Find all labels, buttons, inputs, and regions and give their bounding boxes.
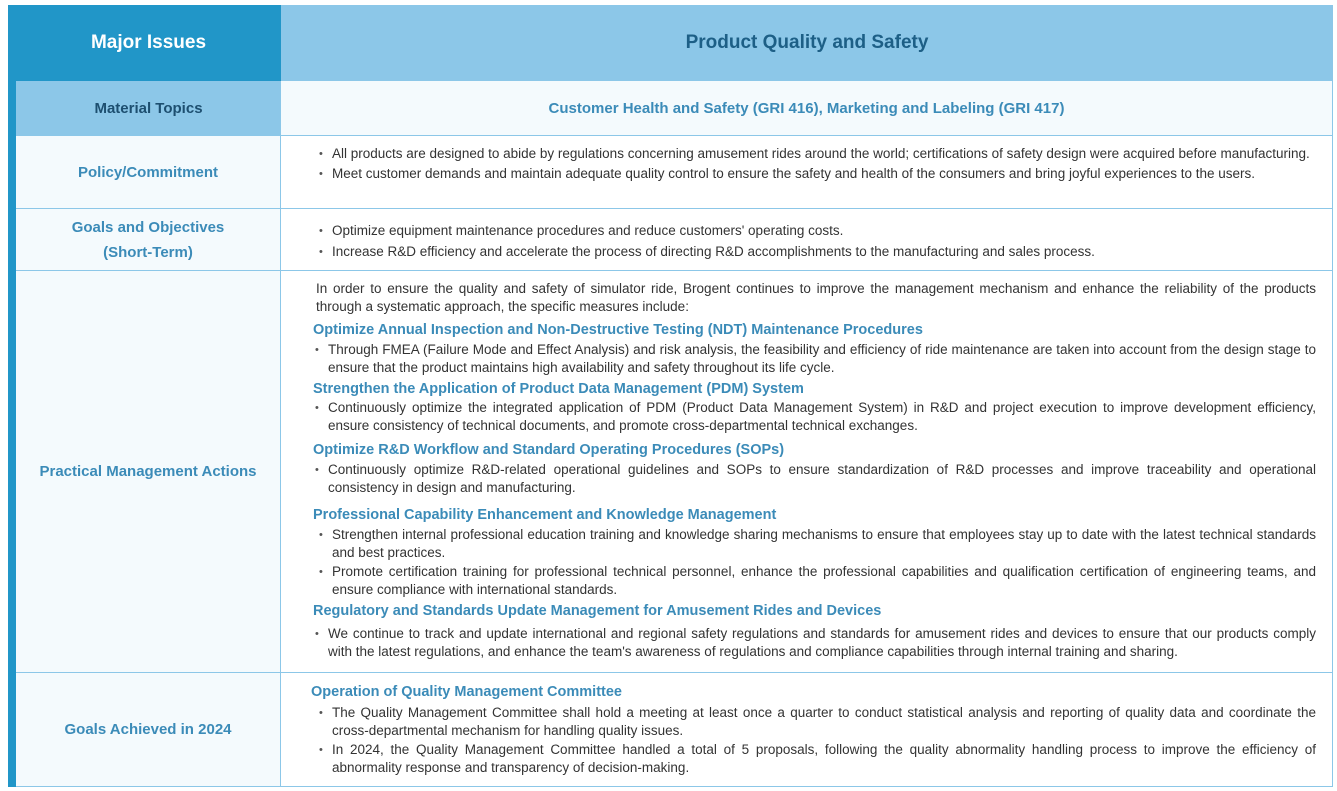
list-item: • The Quality Management Committee shall hold a meeting at least once a quarter to conduct statistical analysis and reporting of quality data and coordinate the cross-departmental mechanism for handling quality issues. — [317, 704, 1316, 740]
material-topics-value: Customer Health and Safety (GRI 416), Marketing and Labeling (GRI 417) — [281, 81, 1333, 135]
achieved-label: Goals Achieved in 2024 — [16, 673, 281, 786]
list-item: • Meet customer demands and maintain adequate quality control to ensure the safety and health of the consumers and bring joyful experiences to the users. — [317, 165, 1316, 183]
achieved-content — [281, 673, 1333, 786]
list-item: • Continuously optimize the integrated application of PDM (Product Data Management System) in R&D and project execution to improve development efficiency, ensure consistency of technical documents, and promote cross-departmental technical exchanges. — [313, 399, 1316, 435]
goals-row — [16, 209, 1333, 271]
list-item: • Through FMEA (Failure Mode and Effect Analysis) and risk analysis, the feasibility and efficiency of ride maintenance are taken into account from the design stage to ensure that the product maintains high availability and safety throughout its life cycle. — [313, 341, 1316, 377]
goals-label-line1: Goals and Objectives — [71, 218, 225, 236]
product-quality-header: Product Quality and Safety — [281, 5, 1333, 81]
material-topics-label: Material Topics — [16, 81, 281, 135]
section-list-knowledge — [317, 526, 1316, 599]
policy-label: Policy/Commitment — [16, 136, 281, 208]
section-title-ndt: Optimize Annual Inspection and Non-Destructive Testing (NDT) Maintenance Procedures — [313, 322, 923, 338]
actions-label: Practical Management Actions — [16, 271, 281, 672]
policy-list — [317, 145, 1316, 183]
list-item: • All products are designed to abide by regulations concerning amusement rides around the world; certifications of safety design were acquired before manufacturing. — [317, 145, 1316, 163]
policy-row — [16, 136, 1333, 209]
list-item: • We continue to track and update international and regional safety regulations and standards for amusement rides and devices to ensure that our products comply with the latest regulations, and enhance the team's awareness of regulations and compliance capabilities through internal training and sharing. — [313, 625, 1316, 661]
goals-label — [16, 209, 281, 270]
actions-content — [281, 271, 1333, 672]
list-item: • Promote certification training for professional technical personnel, enhance the professional capabilities and qualification certification of engineering teams, and ensure compliance with international standards. — [317, 563, 1316, 599]
list-item: • In 2024, the Quality Management Committee handled a total of 5 proposals, following the quality abnormality handling process to improve the efficiency of abnormality response and transparency of decision-making. — [317, 741, 1316, 777]
section-title-pdm: Strengthen the Application of Product Data Management (PDM) System — [313, 381, 804, 397]
header-row — [16, 5, 1333, 81]
policy-content — [281, 136, 1333, 208]
achieved-list — [317, 704, 1316, 777]
actions-intro: In order to ensure the quality and safety of simulator ride, Brogent continues to improve the management mechanism and enhance the reliability of the products through a systematic approach, the specific measures include: — [316, 281, 1316, 314]
section-title-sop: Optimize R&D Workflow and Standard Operating Procedures (SOPs) — [313, 442, 785, 458]
achieved-row — [16, 673, 1333, 787]
section-list-pdm — [313, 399, 1316, 435]
section-list-ndt — [313, 341, 1316, 377]
left-accent-bar — [8, 5, 16, 787]
list-item: • Strengthen internal professional education training and knowledge sharing mechanisms to ensure that employees stay up to date with the latest technical standards and best practices. — [317, 526, 1316, 562]
section-list-regulatory — [313, 625, 1316, 661]
issues-table — [8, 5, 1333, 787]
list-item: • Continuously optimize R&D-related operational guidelines and SOPs to ensure standardization of R&D processes and improve traceability and operational consistency in design and manufacturing. — [313, 461, 1316, 497]
major-issues-header: Major Issues — [16, 5, 281, 81]
goals-content — [281, 209, 1333, 270]
table-grid — [16, 5, 1333, 787]
goals-list — [317, 222, 1316, 261]
section-list-sop — [313, 461, 1316, 497]
section-title-knowledge: Professional Capability Enhancement and Knowledge Management — [313, 507, 777, 523]
list-item: • Increase R&D efficiency and accelerate the process of directing R&D accomplishments to the manufacturing and sales process. — [317, 243, 1316, 261]
achieved-title: Operation of Quality Management Committee — [311, 684, 622, 700]
goals-label-line2: (Short-Term) — [103, 243, 193, 261]
material-topics-row — [16, 81, 1333, 136]
section-title-regulatory: Regulatory and Standards Update Management for Amusement Rides and Devices — [313, 603, 882, 619]
list-item: • Optimize equipment maintenance procedures and reduce customers' operating costs. — [317, 222, 1316, 240]
actions-row — [16, 271, 1333, 673]
